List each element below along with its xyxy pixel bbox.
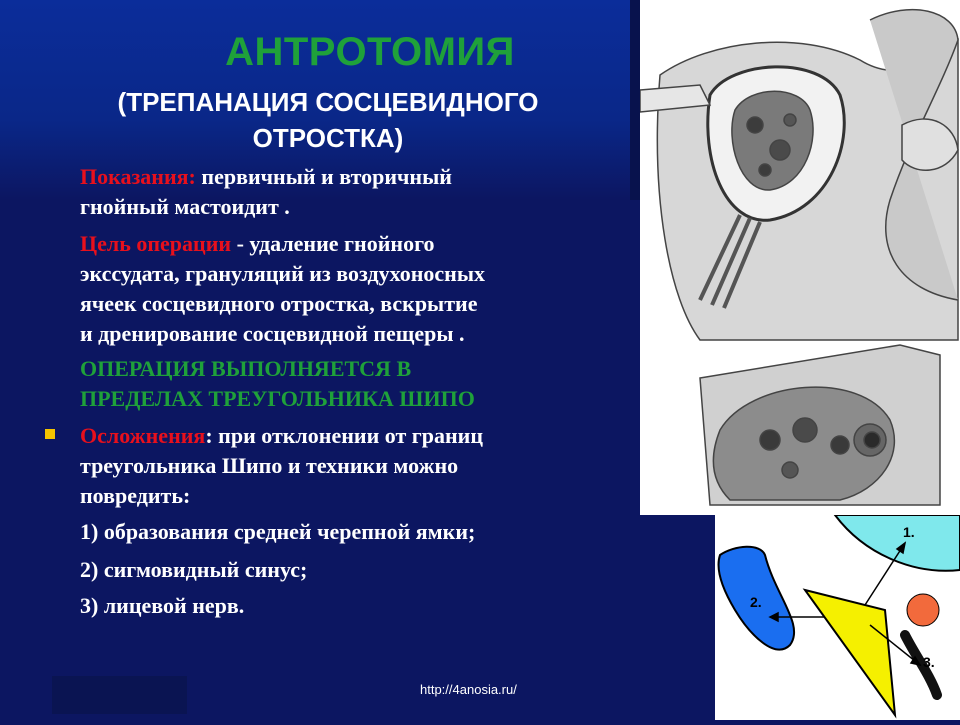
middle-cranial-fossa-shape [835,515,960,571]
label-3: 3. [923,654,935,670]
complication-item-1: 1) образования средней черепной ямки; [80,519,476,544]
label-1: 1. [903,524,915,540]
shipo-diagram-svg [715,515,960,720]
operation-note-line-2: ПРЕДЕЛАХ ТРЕУГОЛЬНИКА ШИПО [80,386,475,411]
complications-label: Осложнения [80,423,206,448]
footer-box [52,676,187,714]
shipo-triangle-shape [805,590,895,715]
subtitle-line-2: ОТРОСТКА) [252,123,404,153]
operation-note [80,354,475,414]
indications-text: первичный и вторичный [195,164,452,189]
subtitle-line-1: (ТРЕПАНАЦИЯ СОСЦЕВИДНОГО [117,87,539,117]
complication-item-2: 2) сигмовидный синус; [80,557,308,582]
complications-paragraph [80,421,483,511]
shipo-triangle-diagram [715,515,960,720]
slide-title: АНТРОТОМИЯ [225,30,515,74]
facial-nerve-shape [907,594,939,626]
goal-text-2: экссудата, грануляций из воздухоносных [80,261,486,286]
indications-label: Показания: [80,164,196,189]
label-2: 2. [750,594,762,610]
temporal-bone-drawing [700,345,940,505]
bullet-icon [45,429,55,439]
complication-item-3: 3) лицевой нерв. [80,593,245,618]
operation-note-line-1: ОПЕРАЦИЯ ВЫПОЛНЯЕТСЯ В [80,356,412,381]
complications-text-3: повредить: [80,483,191,508]
surgical-illustration [640,0,960,515]
goal-label: Цель операции [80,231,232,256]
indications-text-2: гнойный мастоидит . [80,194,290,219]
source-url[interactable]: http://4anosia.ru/ [420,682,517,697]
goal-text-3: ячеек сосцевидного отростка, вскрытие [80,291,478,316]
goal-text: - удаление гнойного [231,231,435,256]
mastoid-cavity-drawing [640,10,958,340]
surgical-illustration-panel [640,0,960,515]
goal-paragraph [80,229,485,349]
goal-text-4: и дренирование сосцевидной пещеры . [80,321,465,346]
complications-text-2: треугольника Шипо и техники можно [80,453,459,478]
complications-text: : при отклонении от границ [205,423,484,448]
slide-subtitle [58,84,598,156]
indications-paragraph [80,162,452,222]
